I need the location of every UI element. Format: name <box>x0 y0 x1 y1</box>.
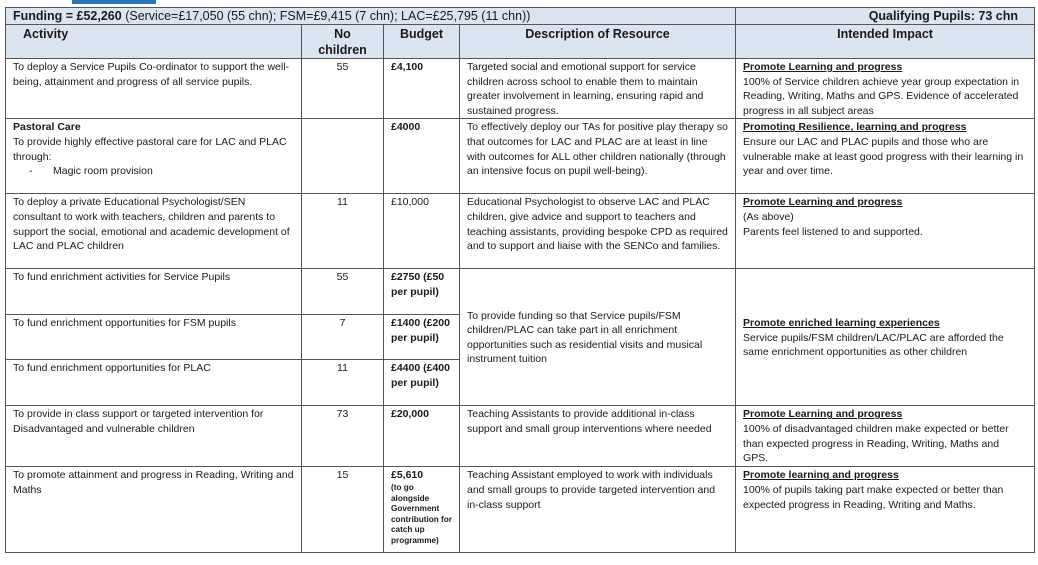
impact-text: Ensure our LAC and PLAC pupils and those who are vulnerable make at least good progress with their learning in year and over time. <box>743 135 1024 178</box>
budget-cell: £1400 (£200 per pupil) <box>384 315 460 360</box>
table-row <box>6 59 1035 119</box>
enrichment-impact <box>736 269 1035 406</box>
header-activity: Activity <box>6 25 302 59</box>
impact-line: Parents feel listened to and supported. <box>743 225 923 238</box>
budget-cell: £4400 (£400 per pupil) <box>384 360 460 406</box>
budget-cell: £20,000 <box>384 406 460 467</box>
table-row <box>6 119 1035 194</box>
budget-cell <box>384 467 460 553</box>
funding-summary-cell <box>6 8 736 25</box>
impact-text: 100% of disadvantaged children make expected or better than expected progress in Reading, Writing, Maths and GPS. <box>743 422 1009 465</box>
header-budget: Budget <box>384 25 460 59</box>
table-row <box>6 406 1035 467</box>
children-count: 73 <box>302 406 384 467</box>
children-count <box>302 119 384 194</box>
column-header-row <box>6 25 1035 59</box>
description-cell: Teaching Assistant employed to work with individuals and small groups to provide targeted intervention and in-class support <box>460 467 736 553</box>
description-cell: Teaching Assistants to provide additional in-class support and small group interventions where needed <box>460 406 736 467</box>
description-cell: To effectively deploy our TAs for positive play therapy so that outcomes for LAC and PLAC are at least in line with outcomes for ALL other children nationally (through an intensive focus on pupil well-being). <box>460 119 736 194</box>
activity-cell: To deploy a private Educational Psychologist/SEN consultant to work with teachers, children and parents to support the social, emotional and academic development of LAC and PLAC children <box>6 194 302 269</box>
table-row <box>6 269 1035 315</box>
impact-title: Promote Learning and progress <box>743 408 903 421</box>
activity-cell: To provide in class support or targeted intervention for Disadvantaged and vulnerable children <box>6 406 302 467</box>
top-accent-bar <box>72 0 156 4</box>
impact-line: (As above) <box>743 210 794 223</box>
impact-text: 100% of pupils taking part make expected or better than expected progress in Reading, Writing and Maths. <box>743 483 1004 511</box>
children-count: 11 <box>302 194 384 269</box>
table-row <box>6 194 1035 269</box>
activity-bullet: - Magic room provision <box>29 165 153 178</box>
budget-cell: £10,000 <box>384 194 460 269</box>
impact-title: Promote learning and progress <box>743 469 899 482</box>
header-no-children: No children <box>302 25 384 59</box>
impact-cell <box>736 119 1035 194</box>
impact-cell <box>736 467 1035 553</box>
impact-title: Promote Learning and progress <box>743 196 903 209</box>
budget-amount: £5,610 <box>391 469 424 482</box>
impact-title: Promote Learning and progress <box>743 61 903 73</box>
activity-text: To provide highly effective pastoral care for LAC and PLAC through: <box>13 135 287 163</box>
impact-title: Promoting Resilience, learning and progress <box>743 121 967 134</box>
impact-text: Service pupils/FSM children/LAC/PLAC are afforded the same enrichment opportunities as other children <box>743 331 1004 359</box>
funding-summary-row <box>6 8 1035 25</box>
activity-cell: To fund enrichment opportunities for FSM pupils <box>6 315 302 360</box>
impact-cell <box>736 59 1035 119</box>
children-count: 55 <box>302 59 384 119</box>
impact-text: 100% of Service children achieve year group expectation in Reading, Writing, Maths and GPS. Evidence of accelerated progress in all subject areas <box>743 75 1020 117</box>
header-impact: Intended Impact <box>736 25 1035 59</box>
pupil-premium-funding-table <box>5 7 1035 553</box>
impact-title: Promote enriched learning experiences <box>743 316 940 329</box>
qualifying-pupils: Qualifying Pupils: 73 chn <box>736 8 1035 25</box>
description-cell: Targeted social and emotional support for service children across school to enable them to maintain greater involvement in learning, ensuring rapid and sustained progress. <box>460 59 736 119</box>
children-count: 7 <box>302 315 384 360</box>
activity-cell: To fund enrichment opportunities for PLAC <box>6 360 302 406</box>
table-row <box>6 467 1035 553</box>
activity-cell: To promote attainment and progress in Reading, Writing and Maths <box>6 467 302 553</box>
children-count: 15 <box>302 467 384 553</box>
activity-cell <box>6 119 302 194</box>
activity-cell: To fund enrichment activities for Service Pupils <box>6 269 302 315</box>
funding-breakdown: (Service=£17,050 (55 chn); FSM=£9,415 (7 chn); LAC=£25,795 (11 chn)) <box>121 9 531 23</box>
description-cell: Educational Psychologist to observe LAC and PLAC children, give advice and support to teachers and teaching assistants, providing bespoke CPD as required and to support and liaise with the SENCo and families. <box>460 194 736 269</box>
budget-cell: £4,100 <box>384 59 460 119</box>
budget-cell: £2750 (£50 per pupil) <box>384 269 460 315</box>
enrichment-description: To provide funding so that Service pupils/FSM children/PLAC can take part in all enrichment opportunities such as residential visits and musical instrument tuition <box>460 269 736 406</box>
activity-title: Pastoral Care <box>13 121 81 134</box>
budget-note: (to go alongside Government contribution for catch up programme) <box>391 482 452 545</box>
children-count: 55 <box>302 269 384 315</box>
funding-total: Funding = £52,260 <box>13 9 122 23</box>
header-description: Description of Resource <box>460 25 736 59</box>
budget-cell: £4000 <box>384 119 460 194</box>
activity-cell: To deploy a Service Pupils Co-ordinator to support the well-being, attainment and progress of all service pupils. <box>6 59 302 119</box>
impact-cell <box>736 406 1035 467</box>
children-count: 11 <box>302 360 384 406</box>
impact-cell <box>736 194 1035 269</box>
